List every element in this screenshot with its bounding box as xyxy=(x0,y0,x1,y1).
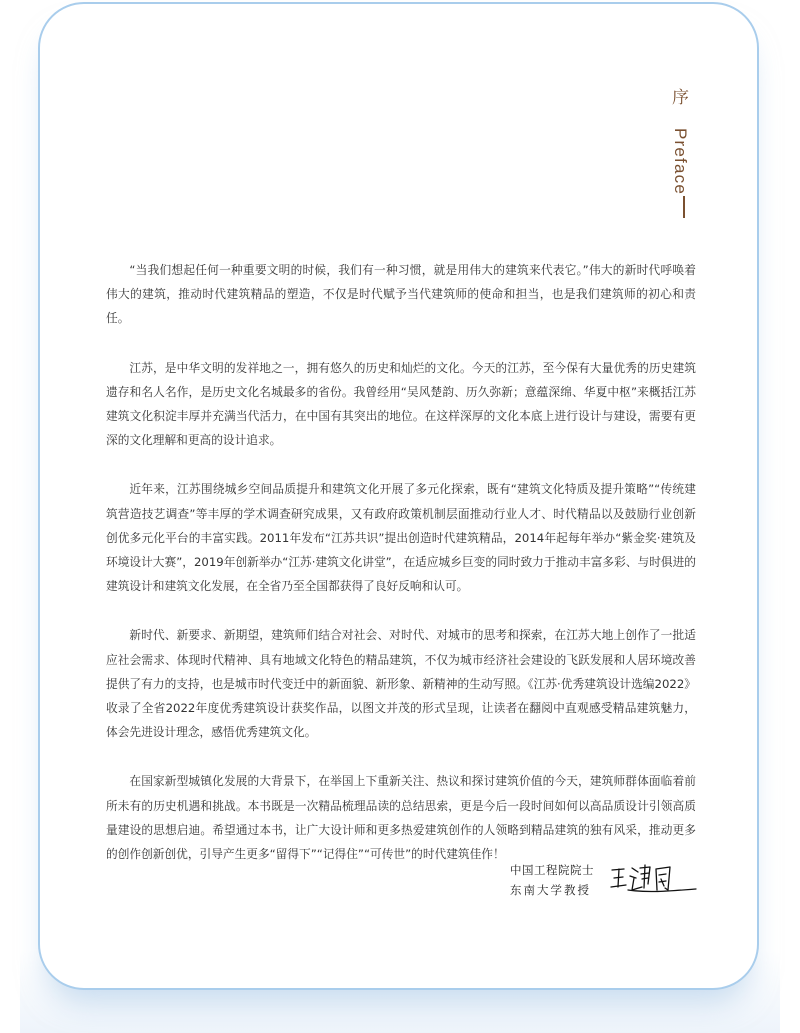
preface-heading xyxy=(670,88,694,223)
handwritten-signature xyxy=(608,860,700,900)
paragraph-2: 江苏，是中华文明的发祥地之一，拥有悠久的历史和灿烂的文化。今天的江苏，至今保有大量优秀的历史建筑遗存和名人名作，是历史文化名城最多的省份。我曾经用“吴风楚韵、历久弥新；意蕴深绵、华夏中枢”来概括江苏建筑文化积淀丰厚并充满当代活力，在中国有其突出的地位。在这样深厚的文化本底上进行设计与建设，需要有更深的文化理解和更高的设计追求。 xyxy=(106,360,696,448)
paragraph-1: “当我们想起任何一种重要文明的时候，我们有一种习惯，就是用伟大的建筑来代表它。”伟大的新时代呼唤着伟大的建筑，推动时代建筑精品的塑造，不仅是时代赋予当代建筑师的使命和担当，也是我们建筑师的初心和责任。 xyxy=(106,263,696,326)
author-title-academician: 中国工程院院士 xyxy=(510,863,594,877)
paragraph-4: 新时代、新要求、新期望，建筑师们结合对社会、对时代、对城市的思考和探索，在江苏大地上创作了一批适应社会需求、体现时代精神、具有地域文化特色的精品建筑，不仅为城市经济社会建设的飞跃发展和人居环境改善提供了有力的支持，也是城市时代变迁中的新面貌、新形象、新精神的生动写照。《江苏·优秀建筑设计选编2022》收录了全省2022年度优秀建筑设计获奖作品，以图文并茂的形式呈现，让读者在翻阅中直观感受精品建筑魅力，体会先进设计理念，感悟优秀建筑文化。 xyxy=(106,628,696,740)
paragraph-5: 在国家新型城镇化发展的大背景下，在举国上下重新关注、热议和探讨建筑价值的今天，建筑师群体面临着前所未有的历史机遇和挑战。本书既是一次精品梳理品读的总结思索，更是今后一段时间如何以高品质设计引领高质量建设的思想启迪。希望通过本书，让广大设计师和更多热爱建筑创作的人领略到精品建筑的独有风采，推动更多的创作创新创优，引导产生更多“留得下”“记得住”“可传世”的时代建筑佳作！ xyxy=(106,774,696,862)
heading-chinese: 序 xyxy=(672,88,689,108)
heading-divider xyxy=(683,196,685,218)
paragraph-3: 近年来，江苏围绕城乡空间品质提升和建筑文化开展了多元化探索，既有“建筑文化特质及提升策略”“传统建筑营造技艺调查”等丰厚的学术调查研究成果，又有政府政策机制层面推动行业人才、时代精品以及鼓励行业创新创优多元化平台的丰富实践。2011年发布“江苏共识”提出创造时代建筑精品，2014年起每年举办“紫金奖·建筑及环境设计大赛”，2019年创新举办“江苏·建筑文化讲堂”，在适应城乡巨变的同时致力于推动丰富多彩、与时俱进的建筑设计和建筑文化发展，在全省乃至全国都获得了良好反响和认可。 xyxy=(106,482,696,594)
author-signature-block xyxy=(510,860,710,900)
author-title-professor: 东南大学教授 xyxy=(510,883,591,897)
heading-english: Preface xyxy=(671,128,690,195)
preface-body xyxy=(106,258,696,891)
